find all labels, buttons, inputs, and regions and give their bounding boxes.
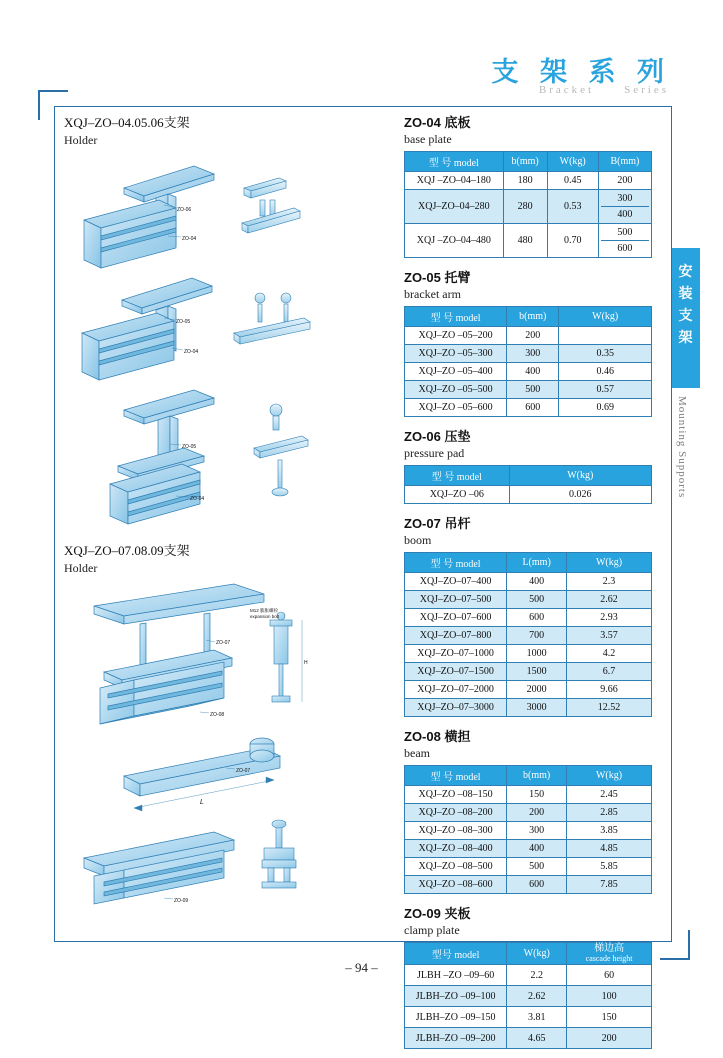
- holder-2-title-en: Holder: [64, 561, 98, 575]
- cell-w: 2.2: [507, 965, 567, 986]
- section-zo-08-title-en: beam: [404, 746, 430, 760]
- table-row: [405, 345, 652, 363]
- table-row: [405, 399, 652, 417]
- cell-model: XQJ–ZO –08–200: [405, 804, 507, 822]
- cell-w: 4.85: [567, 840, 652, 858]
- cell-model: JLBH –ZO –09–60: [405, 965, 507, 986]
- section-zo-07-title-en: boom: [404, 533, 432, 547]
- svg-text:H: H: [304, 660, 308, 666]
- cell-model: XQJ–ZO–07–1500: [405, 663, 507, 681]
- table-header-row: [405, 307, 652, 327]
- cell-model: XQJ–ZO –08–600: [405, 876, 507, 894]
- col-model: 型号 model: [405, 943, 507, 965]
- cell-w: 4.65: [507, 1028, 567, 1049]
- table-row: [405, 573, 652, 591]
- table-row: [405, 699, 652, 717]
- col-cascade-height-cn: 梯边高: [594, 943, 625, 954]
- side-tab-label-en: Mounting Supports: [676, 396, 688, 499]
- cell-h: 60: [567, 965, 652, 986]
- table-row: [405, 172, 652, 190]
- section-zo-08: [404, 726, 662, 894]
- cell-model: XQJ–ZO –08–500: [405, 858, 507, 876]
- table-row: [405, 840, 652, 858]
- cell-l: 3000: [507, 699, 567, 717]
- cell-b: 400: [507, 840, 567, 858]
- section-zo-04-title-en: base plate: [404, 132, 452, 146]
- cell-model: JLBH–ZO –09–150: [405, 1007, 507, 1028]
- right-column: [404, 112, 662, 1058]
- cell-w: 0.57: [559, 381, 652, 399]
- cell-h: 200: [567, 1028, 652, 1049]
- cell-b: 500: [507, 858, 567, 876]
- col-w: W(kg): [507, 943, 567, 965]
- cell-model: XQJ–ZO–07–600: [405, 609, 507, 627]
- cell-b: 300: [507, 345, 559, 363]
- callout-zo04-c: ZO-04: [190, 496, 205, 502]
- cell-w: 2.85: [567, 804, 652, 822]
- callout-zo05: ZO-05: [176, 319, 191, 325]
- cell-B-stack: [598, 224, 651, 258]
- cell-model: JLBH–ZO –09–200: [405, 1028, 507, 1049]
- section-zo-09: [404, 903, 662, 1049]
- page-title-en-2: Series: [624, 84, 669, 96]
- cell-w: 0.69: [559, 399, 652, 417]
- cell-model: XQJ–ZO–07–400: [405, 573, 507, 591]
- cell-l: 2000: [507, 681, 567, 699]
- section-zo-08-title-cn: ZO-08 横担: [404, 729, 471, 744]
- table-row: [405, 876, 652, 894]
- callout-zo04: ZO-04: [182, 236, 197, 242]
- table-zo-07: [404, 552, 652, 717]
- cell-w: 9.66: [567, 681, 652, 699]
- table-row: [405, 663, 652, 681]
- col-b: b(mm): [503, 152, 547, 172]
- table-row: [405, 822, 652, 840]
- table-row: [405, 681, 652, 699]
- table-row: [405, 363, 652, 381]
- cell-h: 100: [567, 986, 652, 1007]
- cell-b: 150: [507, 786, 567, 804]
- cell-model: XQJ–ZO –08–300: [405, 822, 507, 840]
- cell-w: 2.62: [567, 591, 652, 609]
- cell-w: 0.45: [547, 172, 598, 190]
- cell-model: XQJ–ZO –08–150: [405, 786, 507, 804]
- cell-w: 2.62: [507, 986, 567, 1007]
- cell-w: 0.026: [509, 486, 651, 504]
- col-b: b(mm): [507, 766, 567, 786]
- cell-w: 7.85: [567, 876, 652, 894]
- cell-model: XQJ–ZO–07–2000: [405, 681, 507, 699]
- page-title-en: [539, 84, 669, 96]
- cell-b: 200: [507, 327, 559, 345]
- cell-model: XQJ–ZO –05–600: [405, 399, 507, 417]
- cell-B-2: 400: [617, 209, 633, 220]
- table-row: [405, 190, 652, 224]
- col-w: W(kg): [547, 152, 598, 172]
- col-model: 型 号 model: [405, 152, 504, 172]
- table-row: [405, 858, 652, 876]
- col-B: B(mm): [598, 152, 651, 172]
- cell-w: 5.85: [567, 858, 652, 876]
- callout-zo09: ZO-09: [174, 898, 189, 904]
- cell-model: XQJ–ZO –05–200: [405, 327, 507, 345]
- section-zo-07: [404, 513, 662, 717]
- cell-b: 180: [503, 172, 547, 190]
- cell-b: 500: [507, 381, 559, 399]
- cell-b: 200: [507, 804, 567, 822]
- table-header-row: [405, 152, 652, 172]
- cell-w: 2.45: [567, 786, 652, 804]
- cell-B: 200: [598, 172, 651, 190]
- col-w: W(kg): [567, 766, 652, 786]
- holder-block-2-title: [64, 540, 339, 576]
- cell-b: 600: [507, 876, 567, 894]
- side-tab: [672, 248, 700, 388]
- cell-w: 6.7: [567, 663, 652, 681]
- callout-zo06: ZO-06: [177, 207, 192, 213]
- col-w: W(kg): [559, 307, 652, 327]
- side-tab-label-cn: 安 装 支 架: [678, 263, 694, 345]
- cell-b: 600: [507, 399, 559, 417]
- cell-w: [559, 327, 652, 345]
- col-model: 型 号 model: [405, 766, 507, 786]
- table-row: [405, 591, 652, 609]
- table-row: [405, 381, 652, 399]
- page-title-cn: 支 架 系 列: [491, 57, 671, 87]
- col-cascade-height-en: cascade height: [585, 954, 633, 963]
- cell-B-stack: [598, 190, 651, 224]
- cell-model: XQJ–ZO –05–500: [405, 381, 507, 399]
- section-zo-06: [404, 426, 662, 504]
- section-zo-04: [404, 112, 662, 258]
- page-number: – 94 –: [345, 960, 378, 975]
- table-zo-05: [404, 306, 652, 417]
- cell-model: XQJ–ZO –08–400: [405, 840, 507, 858]
- table-row: [405, 609, 652, 627]
- table-row: [405, 224, 652, 258]
- table-row: [405, 986, 652, 1007]
- cell-model: XQJ–ZO–07–500: [405, 591, 507, 609]
- page-title-en-1: Bracket: [538, 84, 595, 96]
- holder-1-title-en: Holder: [64, 133, 98, 147]
- cell-w: 3.57: [567, 627, 652, 645]
- table-row: [405, 486, 652, 504]
- cell-model: XQJ –ZO–04–480: [405, 224, 504, 258]
- col-model: 型 号 model: [405, 553, 507, 573]
- section-zo-05: [404, 267, 662, 417]
- table-zo-04: [404, 151, 652, 258]
- cell-l: 700: [507, 627, 567, 645]
- cell-b: 480: [503, 224, 547, 258]
- table-row: [405, 804, 652, 822]
- cell-model: XQJ–ZO –05–300: [405, 345, 507, 363]
- table-row: [405, 1007, 652, 1028]
- cell-B-2: 600: [617, 243, 633, 254]
- cell-l: 1000: [507, 645, 567, 663]
- cell-l: 500: [507, 591, 567, 609]
- cell-model: XQJ–ZO –06: [405, 486, 510, 504]
- section-zo-05-title-en: bracket arm: [404, 287, 461, 301]
- section-zo-06-title-en: pressure pad: [404, 446, 465, 460]
- cell-l: 600: [507, 609, 567, 627]
- cell-l: 1500: [507, 663, 567, 681]
- left-column: [64, 112, 339, 936]
- col-model: 型 号 model: [405, 466, 510, 486]
- cell-w: 0.35: [559, 345, 652, 363]
- section-zo-05-title-cn: ZO-05 托臂: [404, 270, 471, 285]
- section-zo-04-title-cn: ZO-04 底板: [404, 115, 471, 130]
- svg-text:L: L: [200, 799, 204, 806]
- cell-b: 300: [507, 822, 567, 840]
- cell-w: 0.46: [559, 363, 652, 381]
- cell-model: XQJ–ZO–07–1000: [405, 645, 507, 663]
- cell-model: XQJ–ZO –05–400: [405, 363, 507, 381]
- cell-model: XQJ –ZO–04–180: [405, 172, 504, 190]
- holder-2-title-cn: XQJ–ZO–07.08.09支架: [64, 543, 190, 558]
- cell-w: 2.93: [567, 609, 652, 627]
- cell-b: 280: [503, 190, 547, 224]
- col-model: 型 号 model: [405, 307, 507, 327]
- section-zo-09-title-en: clamp plate: [404, 923, 460, 937]
- holder-block-1-title: [64, 112, 339, 148]
- cell-h: 150: [567, 1007, 652, 1028]
- cell-model: XQJ–ZO–07–800: [405, 627, 507, 645]
- cell-b: 400: [507, 363, 559, 381]
- callout-zo04-b: ZO-04: [184, 349, 199, 355]
- cell-B-1: 500: [601, 225, 649, 241]
- section-zo-06-title-cn: ZO-06 压垫: [404, 429, 471, 444]
- cell-model: XQJ–ZO–04–280: [405, 190, 504, 224]
- holder-1-title-cn: XQJ–ZO–04.05.06支架: [64, 115, 190, 130]
- cell-w: 4.2: [567, 645, 652, 663]
- table-header-row: [405, 766, 652, 786]
- cell-B-1: 300: [601, 191, 649, 207]
- section-zo-09-title-cn: ZO-09 夹板: [404, 906, 471, 921]
- cell-w: 3.81: [507, 1007, 567, 1028]
- table-header-row: [405, 553, 652, 573]
- table-zo-08: [404, 765, 652, 894]
- table-row: [405, 327, 652, 345]
- cell-w: 12.52: [567, 699, 652, 717]
- col-w: W(kg): [567, 553, 652, 573]
- cell-w: 2.3: [567, 573, 652, 591]
- table-row: [405, 645, 652, 663]
- col-l: L(mm): [507, 553, 567, 573]
- section-zo-07-title-cn: ZO-07 吊杆: [404, 516, 471, 531]
- table-row: [405, 627, 652, 645]
- col-w: W(kg): [509, 466, 651, 486]
- svg-text:expansion bolt: expansion bolt: [250, 614, 280, 619]
- holder-2-illustration: [64, 576, 339, 926]
- cell-model: JLBH–ZO –09–100: [405, 986, 507, 1007]
- cell-w: 0.53: [547, 190, 598, 224]
- cell-l: 400: [507, 573, 567, 591]
- table-zo-06: [404, 465, 652, 504]
- cell-w: 0.70: [547, 224, 598, 258]
- svg-text:M12 膨胀螺栓: M12 膨胀螺栓: [250, 608, 279, 613]
- col-b: b(mm): [507, 307, 559, 327]
- callout-zo07-b: ZO-07: [236, 768, 251, 774]
- table-row: [405, 1028, 652, 1049]
- holder-1-illustration: [64, 148, 339, 538]
- table-header-row: [405, 466, 652, 486]
- callout-zo07: ZO-07: [216, 640, 231, 646]
- cell-model: XQJ–ZO–07–3000: [405, 699, 507, 717]
- table-row: [405, 786, 652, 804]
- table-zo-09: [404, 942, 652, 1049]
- callout-zo05-b: ZO-05: [182, 444, 197, 450]
- cell-w: 3.85: [567, 822, 652, 840]
- callout-zo08: ZO-08: [210, 712, 225, 718]
